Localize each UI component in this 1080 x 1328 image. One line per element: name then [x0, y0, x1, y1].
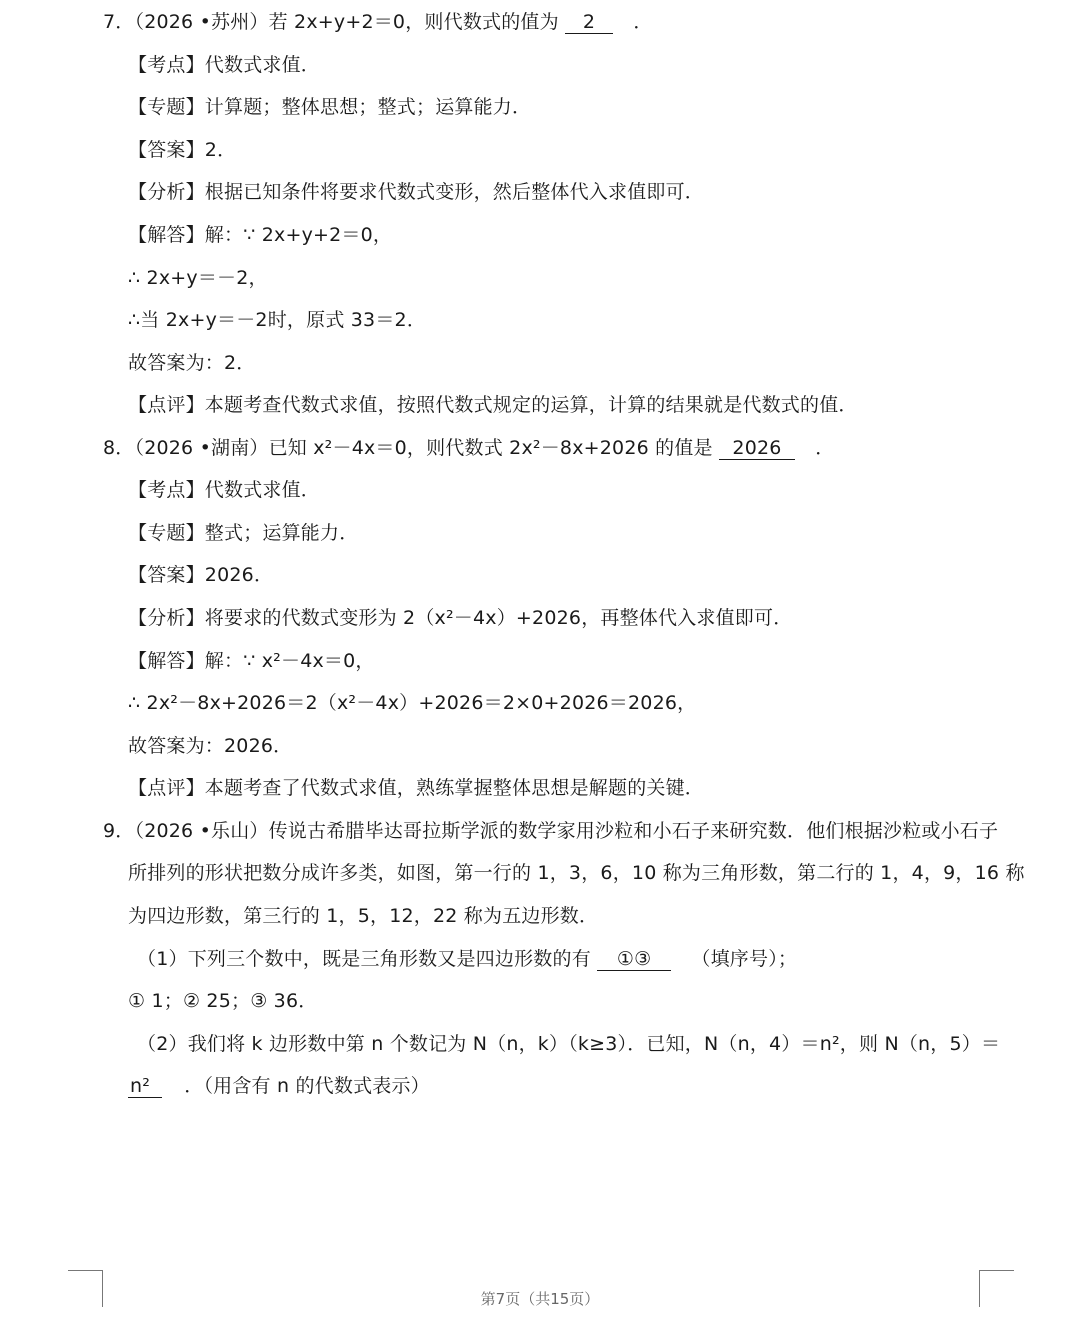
q8-zhuanti: 【专题】整式；运算能力．: [128, 522, 359, 544]
q7-fenxi: 【分析】根据已知条件将要求代数式变形，然后整体代入求值即可．: [128, 181, 705, 203]
q9-stem-line2: 所排列的形状把数分成许多类，如图，第一行的 1，3，6，10 称为三角形数，第二行的 1，4，9，16 称: [128, 862, 1025, 884]
q8-fenxi: 【分析】将要求的代数式变形为 2（x²－4x）+2026，再整体代入求值即可．: [128, 607, 793, 629]
q9-stem-line3: 为四边形数，第三行的 1，5，12，22 称为五边形数．: [128, 905, 599, 927]
q8-conclusion: 故答案为：2026．: [128, 735, 293, 757]
page-footer: 第7页（共15页）: [480, 1290, 600, 1308]
q9-stem-line1: 9．（2026 •乐山）传说古希腊毕达哥拉斯学派的数学家用沙粒和小石子来研究数．他们根据沙粒或小石子: [103, 820, 999, 842]
q7-dianping: 【点评】本题考查代数式求值，按照代数式规定的运算，计算的结果就是代数式的值．: [128, 394, 858, 416]
q9-options: ① 1；② 25；③ 36．: [128, 990, 318, 1012]
q7-step2: ∴当 2x+y＝－2时，原式 33＝2．: [128, 309, 427, 331]
q7-stem: 7．（2026 •苏州）若 2x+y+2＝0，则代数式的值为 2 ．: [103, 11, 653, 33]
q9-part1: （1）下列三个数中，既是三角形数又是四边形数的有 ①③ （填序号）；: [137, 948, 798, 970]
q8-dianping: 【点评】本题考查了代数式求值，熟练掌握整体思想是解题的关键．: [128, 777, 705, 799]
q8-jieda: 【解答】解：∵ x²－4x＝0，: [128, 650, 375, 672]
q8-answer-blank: 2026: [719, 437, 795, 460]
q7-conclusion: 故答案为：2．: [128, 352, 256, 374]
q7-step1: ∴ 2x+y＝－2，: [128, 267, 268, 289]
q9-part2-blank: n²: [128, 1075, 162, 1098]
q8-daan: 【答案】2026．: [128, 564, 274, 586]
q7-daan: 【答案】2．: [128, 139, 237, 161]
q9-part1-blank: ①③: [597, 948, 671, 971]
q8-stem: 8．（2026 •湖南）已知 x²－4x＝0，则代数式 2x²－8x+2026 的值是 2026 ．: [103, 437, 835, 459]
q7-jieda: 【解答】解：∵ 2x+y+2＝0，: [128, 224, 393, 246]
q7-answer-blank: 2: [565, 11, 613, 34]
q9-part2-line1: （2）我们将 k 边形数中第 n 个数记为 N（n，k）（k≥3）．已知，N（n，4）＝n²，则 N（n，5）＝: [137, 1033, 1001, 1055]
q8-kaodian: 【考点】代数式求值．: [128, 479, 321, 501]
q7-kaodian: 【考点】代数式求值．: [128, 54, 321, 76]
q9-part2-line2: n² ．（用含有 n 的代数式表示）: [130, 1075, 430, 1097]
q8-step1: ∴ 2x²－8x+2026＝2（x²－4x）+2026＝2×0+2026＝2026，: [128, 692, 697, 714]
q7-zhuanti: 【专题】计算题；整体思想；整式；运算能力．: [128, 96, 532, 118]
